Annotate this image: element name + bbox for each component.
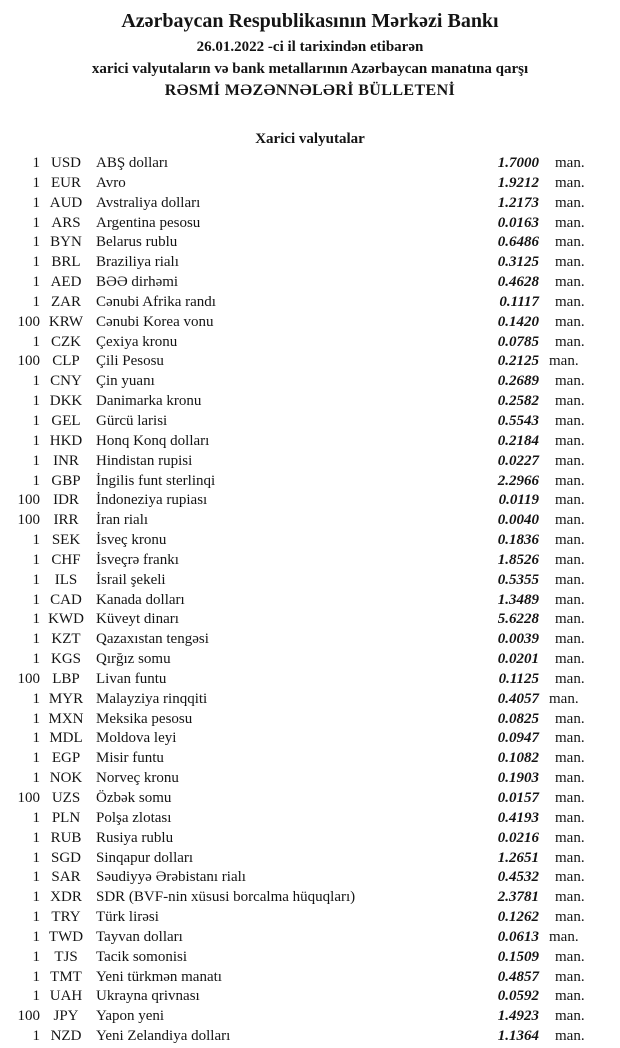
unit-cell: man. [555,254,585,271]
currency-code-cell: CAD [50,591,82,608]
rate-row [0,809,597,829]
quantity-cell: 1 [32,631,40,648]
rate-row [0,333,597,353]
currency-code-cell: KZT [51,631,81,648]
currency-code-cell: JPY [53,1008,79,1025]
currency-code-cell: GBP [51,472,81,489]
currency-name-cell: Çin yuanı [96,373,155,390]
currency-name-cell: Sinqapur dolları [96,849,194,866]
currency-code-cell: MYR [48,690,84,707]
unit-cell: man. [555,790,585,806]
unit-cell: man. [555,670,585,687]
currency-name-cell: İngilis funt sterlinqi [96,472,216,489]
quantity-cell: 1 [32,948,40,965]
unit-cell: man. [555,770,585,787]
unit-cell: man. [555,373,585,390]
currency-name-cell: Moldova leyi [96,730,177,747]
unit-cell: man. [555,809,585,826]
currency-code-cell: USD [50,155,81,171]
currency-name-cell: Argentina pesosu [96,214,201,231]
currency-code-cell: UZS [51,790,81,806]
quantity-cell: 1 [32,690,40,707]
currency-name-cell: Polşa zlotası [96,809,172,826]
quantity-cell: 1 [32,234,40,251]
unit-cell: man. [555,968,585,985]
currency-code-cell: XDR [50,889,82,906]
quantity-cell: 100 [17,492,40,509]
rate-row [0,551,597,571]
rate-row [0,948,597,968]
unit-cell: man. [555,1028,585,1045]
rate-row [0,194,597,214]
currency-code-cell: KRW [48,313,84,330]
rate-row [0,472,597,492]
rate-row [0,729,597,749]
rate-row [0,432,597,452]
currency-name-cell: Misir funtu [96,750,164,767]
currency-name-cell: Hindistan rupisi [96,452,193,469]
unit-cell: man. [555,849,585,866]
quantity-cell: 1 [32,928,40,945]
unit-cell: man. [555,551,585,568]
rate-row [0,452,597,472]
currency-name-cell: Rusiya rublu [96,829,174,846]
rate-value-cell: 0.1082 [497,750,539,767]
unit-cell: man. [549,690,579,707]
rate-value-cell: 0.2125 [497,353,539,370]
currency-name-cell: Küveyt dinarı [96,611,179,628]
rate-value-cell: 0.2689 [497,373,539,390]
quantity-cell: 1 [32,591,40,608]
quantity-cell: 1 [32,293,40,310]
currency-name-cell: BƏƏ dirhəmi [96,274,179,291]
rate-value-cell: 1.8526 [497,551,539,568]
currency-code-cell: MXN [48,710,84,727]
quantity-cell: 1 [32,770,40,787]
rate-row [0,273,597,293]
currency-code-cell: NOK [49,770,83,787]
currency-name-cell: İndoneziya rupiası [96,492,208,509]
rate-row [0,253,597,273]
unit-cell: man. [555,750,585,767]
rate-row [0,1007,597,1027]
currency-name-cell: Livan funtu [96,670,167,687]
unit-cell: man. [555,631,585,648]
rate-value-cell: 0.0227 [497,452,539,469]
currency-code-cell: RUB [50,829,82,846]
rate-row [0,888,597,908]
unit-cell: man. [555,293,585,310]
currency-code-cell: KWD [48,611,84,628]
currency-name-cell: Səudiyyə Ərəbistanı rialı [96,869,246,886]
rate-row [0,710,597,730]
quantity-cell: 1 [32,750,40,767]
unit-cell: man. [555,412,585,429]
quantity-cell: 1 [32,710,40,727]
quantity-cell: 1 [32,174,40,191]
currency-code-cell: TRY [51,909,81,926]
currency-name-cell: Qırğız somu [96,651,171,668]
rate-row [0,749,597,769]
rate-value-cell: 0.5543 [497,412,539,429]
quantity-cell: 100 [17,353,40,370]
rate-row [0,531,597,551]
unit-cell: man. [555,194,585,211]
rate-value-cell: 1.7000 [497,155,539,171]
rate-row [0,313,597,333]
quantity-cell: 100 [17,313,40,330]
quantity-cell: 1 [32,829,40,846]
rate-value-cell: 1.1364 [497,1028,539,1045]
currency-name-cell: İsrail şekeli [96,571,166,588]
quantity-cell: 1 [32,988,40,1005]
currency-code-cell: PLN [51,809,81,826]
rate-value-cell: 0.5355 [497,571,539,588]
rate-value-cell: 0.0040 [497,512,539,529]
unit-cell: man. [555,472,585,489]
rate-value-cell: 0.4532 [497,869,539,886]
rate-row [0,591,597,611]
currency-name-cell: Yapon yeni [96,1008,165,1025]
rate-value-cell: 0.0039 [497,631,539,648]
rate-value-cell: 0.6486 [497,234,539,251]
rate-value-cell: 0.4857 [497,968,539,985]
rate-value-cell: 1.3489 [497,591,539,608]
unit-cell: man. [555,274,585,291]
unit-cell: man. [549,928,579,945]
currency-name-cell: ABŞ dolları [96,155,169,171]
rate-value-cell: 0.0201 [497,651,539,668]
currency-name-cell: Türk lirəsi [96,909,159,926]
currency-code-cell: IRR [53,512,79,529]
rate-value-cell: 0.0947 [497,730,539,747]
quantity-cell: 1 [32,373,40,390]
rate-row [0,174,597,194]
currency-name-cell: Tacik somonisi [96,948,188,965]
unit-cell: man. [555,512,585,529]
currency-code-cell: SEK [51,532,81,549]
unit-cell: man. [555,452,585,469]
quantity-cell: 1 [32,194,40,211]
rate-row [0,610,597,630]
rate-value-cell: 0.1420 [497,313,539,330]
quantity-cell: 1 [32,155,40,171]
rate-row [0,491,597,511]
rate-row [0,511,597,531]
currency-code-cell: CNY [50,373,82,390]
currency-code-cell: SGD [50,849,81,866]
rate-value-cell: 1.2173 [497,194,539,211]
quantity-cell: 1 [32,909,40,926]
rate-row [0,829,597,849]
currency-code-cell: TWD [48,928,84,945]
unit-cell: man. [555,591,585,608]
rate-row [0,968,597,988]
rates-table [0,154,620,1047]
quantity-cell: 1 [32,869,40,886]
rate-row [0,293,597,313]
currency-code-cell: BYN [50,234,82,251]
currency-name-cell: Ukrayna qrivnası [96,988,200,1005]
unit-cell: man. [555,651,585,668]
currency-code-cell: HKD [49,432,83,449]
rate-value-cell: 0.1125 [498,670,539,687]
rate-row [0,690,597,710]
currency-name-cell: Cənubi Afrika randı [96,293,216,310]
currency-name-cell: Danimarka kronu [96,393,202,410]
quantity-cell: 1 [32,274,40,291]
rate-value-cell: 0.0613 [497,928,539,945]
unit-cell: man. [555,393,585,410]
quantity-cell: 1 [32,333,40,350]
currency-code-cell: KGS [50,651,81,668]
unit-cell: man. [555,948,585,965]
currency-name-cell: İsveçrə frankı [96,551,179,568]
unit-cell: man. [555,313,585,330]
currency-name-cell: Yeni türkmən manatı [96,968,222,985]
currency-code-cell: EUR [51,174,81,191]
rate-row [0,650,597,670]
currency-code-cell: AED [50,274,82,291]
rate-row [0,868,597,888]
currency-name-cell: Norveç kronu [96,770,179,787]
currency-code-cell: INR [53,452,79,469]
unit-cell: man. [549,353,579,370]
quantity-cell: 1 [32,412,40,429]
currency-code-cell: ILS [54,571,78,588]
rate-value-cell: 2.2966 [497,472,539,489]
unit-cell: man. [555,234,585,251]
currency-code-cell: CHF [51,551,81,568]
rate-row [0,392,597,412]
currency-code-cell: UAH [49,988,83,1005]
currency-code-cell: TMT [50,968,82,985]
currency-code-cell: TJS [54,948,78,965]
bulletin-title: RƏSMİ MƏZƏNNƏLƏRİ BÜLLETENİ [164,82,456,99]
unit-cell: man. [555,730,585,747]
quantity-cell: 1 [32,432,40,449]
effective-date-line: 26.01.2022 -ci il tarixindən etibarən [196,39,424,55]
rate-value-cell: 0.0825 [497,710,539,727]
unit-cell: man. [555,214,585,231]
rate-value-cell: 0.2582 [497,393,539,410]
quantity-cell: 100 [17,512,40,529]
rate-value-cell: 0.1836 [497,532,539,549]
currency-name-cell: İran rialı [96,512,149,529]
quantity-cell: 100 [17,790,40,806]
unit-cell: man. [555,889,585,906]
rate-row [0,1027,597,1047]
unit-cell: man. [555,869,585,886]
quantity-cell: 1 [32,452,40,469]
rate-row [0,789,597,809]
unit-cell: man. [555,710,585,727]
rate-row [0,352,597,372]
rate-row [0,928,597,948]
bank-name-title: Azərbaycan Respublikasının Mərkəzi Bankı [121,10,499,32]
currency-code-cell: EGP [51,750,81,767]
unit-cell: man. [555,432,585,449]
quantity-cell: 1 [32,809,40,826]
currency-name-cell: Malayziya rinqqiti [96,690,208,707]
rate-row [0,670,597,690]
rate-value-cell: 0.3125 [497,254,539,271]
currency-name-cell: Belarus rublu [96,234,178,251]
rate-value-cell: 0.4628 [497,274,539,291]
currency-name-cell: Gürcü larisi [96,412,168,429]
quantity-cell: 1 [32,968,40,985]
rate-value-cell: 1.4923 [497,1008,539,1025]
quantity-cell: 100 [17,1008,40,1025]
currency-name-cell: SDR (BVF-nin xüsusi borcalma hüquqları) [96,889,356,906]
quantity-cell: 1 [32,472,40,489]
rate-row [0,849,597,869]
unit-cell: man. [555,571,585,588]
quantity-cell: 1 [32,254,40,271]
currency-name-cell: Kanada dolları [96,591,185,608]
rate-row [0,571,597,591]
currency-code-cell: MDL [49,730,83,747]
currency-code-cell: LBP [52,670,80,687]
rate-value-cell: 0.0157 [497,790,539,806]
unit-cell: man. [555,909,585,926]
rate-value-cell: 1.2651 [497,849,539,866]
rate-value-cell: 0.0163 [497,214,539,231]
unit-cell: man. [555,155,585,171]
currency-code-cell: GEL [51,412,81,429]
quantity-cell: 1 [32,730,40,747]
rate-row [0,908,597,928]
unit-cell: man. [555,333,585,350]
rate-value-cell: 0.0119 [498,492,539,509]
rate-value-cell: 0.2184 [497,432,539,449]
section-title-foreign-currencies: Xarici valyutalar [255,131,365,147]
currency-name-cell: Cənubi Korea vonu [96,313,214,330]
currency-name-cell: Çexiya kronu [96,333,178,350]
currency-code-cell: CLP [52,353,80,370]
currency-name-cell: Özbək somu [96,790,172,806]
quantity-cell: 1 [32,571,40,588]
currency-name-cell: Honq Konq dolları [96,432,210,449]
quantity-cell: 1 [32,214,40,231]
quantity-cell: 1 [32,551,40,568]
currency-name-cell: Avro [96,174,126,191]
unit-cell: man. [555,988,585,1005]
rate-value-cell: 0.0216 [497,829,539,846]
rate-value-cell: 2.3781 [497,889,539,906]
quantity-cell: 1 [32,1028,40,1045]
currency-name-cell: Braziliya rialı [96,254,179,271]
rate-row [0,630,597,650]
rate-value-cell: 0.0592 [497,988,539,1005]
currency-name-cell: Qazaxıstan tengəsi [96,631,209,648]
rate-value-cell: 0.4193 [497,809,539,826]
quantity-cell: 1 [32,651,40,668]
currency-code-cell: BRL [51,254,81,271]
quantity-cell: 100 [17,670,40,687]
rate-row [0,987,597,1007]
rate-value-cell: 0.1509 [497,948,539,965]
rate-value-cell: 0.1903 [497,770,539,787]
currency-name-cell: Avstraliya dolları [96,194,201,211]
rate-row [0,233,597,253]
currency-code-cell: CZK [51,333,81,350]
rate-row [0,214,597,234]
currency-code-cell: SAR [51,869,81,886]
rate-value-cell: 0.0785 [497,333,539,350]
unit-cell: man. [555,174,585,191]
subject-line: xarici valyutaların və bank metallarının Azərbaycan manatına qarşı [91,61,529,77]
rate-row [0,769,597,789]
unit-cell: man. [555,532,585,549]
quantity-cell: 1 [32,611,40,628]
quantity-cell: 1 [32,532,40,549]
currency-code-cell: ZAR [51,293,81,310]
rate-row [0,372,597,392]
quantity-cell: 1 [32,889,40,906]
rate-value-cell: 0.1117 [499,293,539,310]
currency-name-cell: Çili Pesosu [96,353,164,370]
unit-cell: man. [555,829,585,846]
quantity-cell: 1 [32,393,40,410]
rate-value-cell: 0.4057 [497,690,539,707]
rate-value-cell: 1.9212 [497,174,539,191]
unit-cell: man. [555,492,585,509]
rate-row [0,412,597,432]
currency-code-cell: IDR [53,492,79,509]
unit-cell: man. [555,1008,585,1025]
rate-value-cell: 5.6228 [497,611,539,628]
currency-name-cell: Yeni Zelandiya dolları [96,1028,231,1045]
currency-code-cell: DKK [49,393,83,410]
unit-cell: man. [555,611,585,628]
quantity-cell: 1 [32,849,40,866]
currency-name-cell: Meksika pesosu [96,710,193,727]
rate-row [0,154,597,174]
currency-code-cell: NZD [50,1028,82,1045]
currency-name-cell: Tayvan dolları [96,928,183,945]
rate-value-cell: 0.1262 [497,909,539,926]
currency-name-cell: İsveç kronu [96,532,167,549]
currency-code-cell: AUD [49,194,83,211]
currency-code-cell: ARS [51,214,81,231]
